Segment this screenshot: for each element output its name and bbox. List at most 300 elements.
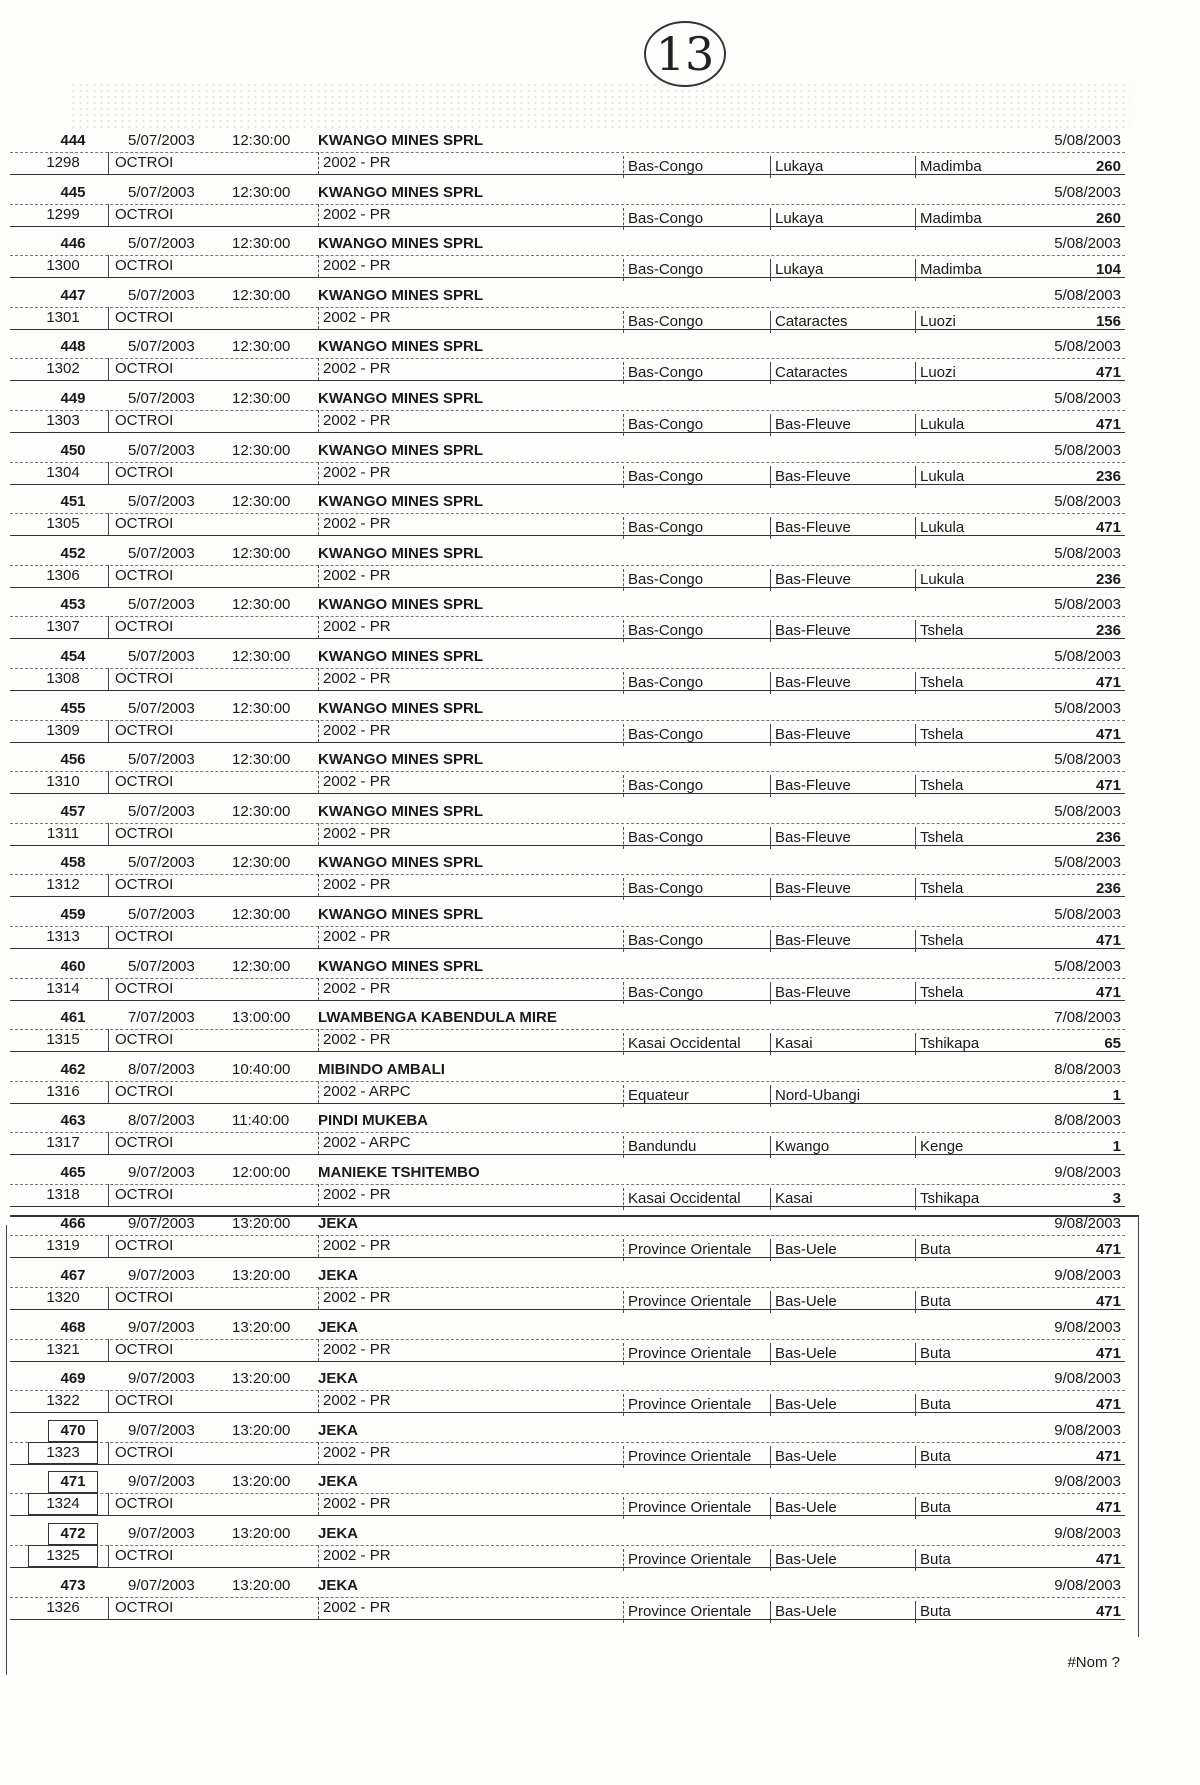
territory: Buta <box>915 1549 951 1571</box>
record-id: 1310 <box>46 773 80 791</box>
record-number: 445 <box>60 183 86 201</box>
province: Province Orientale <box>623 1239 751 1261</box>
province: Province Orientale <box>623 1601 751 1623</box>
record-number: 455 <box>60 699 86 717</box>
record-type: OCTROI <box>108 823 173 845</box>
record-id: 1308 <box>46 669 80 687</box>
expiry-date: 5/08/2003 <box>1054 441 1121 459</box>
permit-code: 2002 - PR <box>318 1184 391 1206</box>
record-time: 13:20:00 <box>232 1370 291 1388</box>
record-line-detail <box>10 1029 1125 1052</box>
record-line-detail <box>10 823 1125 846</box>
record-date: 5/07/2003 <box>128 957 195 975</box>
record-number: 468 <box>60 1318 86 1336</box>
record-date: 5/07/2003 <box>128 596 195 614</box>
record-row <box>10 285 1130 337</box>
territory: Tshela <box>915 982 963 1004</box>
province: Bas-Congo <box>623 982 703 1004</box>
record-row <box>10 646 1130 698</box>
records-table <box>10 130 1130 1626</box>
permit-code: 2002 - PR <box>318 152 391 174</box>
record-time: 12:30:00 <box>232 905 291 923</box>
province: Bas-Congo <box>623 569 703 591</box>
district: Bas-Uele <box>770 1549 837 1571</box>
territory: Lukula <box>915 569 964 591</box>
permit-code: 2002 - PR <box>318 1235 391 1257</box>
record-line-detail <box>10 462 1125 485</box>
record-row <box>10 749 1130 801</box>
record-id: 1300 <box>46 257 80 275</box>
permit-code: 2002 - PR <box>318 926 391 948</box>
record-row <box>10 1471 1130 1523</box>
permit-code: 2002 - PR <box>318 358 391 380</box>
record-id: 1312 <box>46 876 80 894</box>
district: Kwango <box>770 1136 829 1158</box>
record-date: 5/07/2003 <box>128 286 195 304</box>
permit-code: 2002 - PR <box>318 1029 391 1051</box>
permit-code: 2002 - PR <box>318 204 391 226</box>
record-row <box>10 1265 1130 1317</box>
record-number: 461 <box>60 1009 86 1027</box>
record-row <box>10 1110 1130 1162</box>
territory: Buta <box>915 1291 951 1313</box>
province: Bas-Congo <box>623 156 703 178</box>
quantity: 65 <box>1104 1035 1121 1053</box>
record-row <box>10 1007 1130 1059</box>
record-date: 9/07/2003 <box>128 1576 195 1594</box>
margin-line <box>6 1225 7 1675</box>
territory: Lukula <box>915 517 964 539</box>
record-date: 8/07/2003 <box>128 1060 195 1078</box>
quantity: 3 <box>1112 1189 1121 1207</box>
record-type: OCTROI <box>108 1390 173 1412</box>
district: Bas-Fleuve <box>770 878 851 900</box>
record-type: OCTROI <box>108 152 173 174</box>
record-date: 5/07/2003 <box>128 441 195 459</box>
record-line-main <box>10 1007 1125 1030</box>
record-line-main <box>10 388 1125 411</box>
record-line-detail <box>10 410 1125 433</box>
record-line-detail <box>10 255 1125 278</box>
province: Province Orientale <box>623 1446 751 1468</box>
permit-code: 2002 - PR <box>318 978 391 1000</box>
record-date: 5/07/2003 <box>128 854 195 872</box>
record-time: 11:40:00 <box>232 1112 290 1130</box>
expiry-date: 9/08/2003 <box>1054 1525 1121 1543</box>
record-id: 1302 <box>46 360 80 378</box>
record-time: 13:20:00 <box>232 1215 291 1233</box>
province: Province Orientale <box>623 1497 751 1519</box>
territory: Luozi <box>915 362 956 384</box>
record-number: 447 <box>60 286 86 304</box>
record-number: 465 <box>60 1163 86 1181</box>
record-number: 472 <box>48 1523 98 1545</box>
district: Bas-Fleuve <box>770 466 851 488</box>
province: Bandundu <box>623 1136 696 1158</box>
quantity: 156 <box>1095 312 1121 330</box>
district: Lukaya <box>770 259 823 281</box>
record-type: OCTROI <box>108 926 173 948</box>
record-line-main <box>10 1523 1125 1546</box>
holder-name: KWANGO MINES SPRL <box>318 183 484 201</box>
record-time: 12:30:00 <box>232 647 291 665</box>
territory: Tshikapa <box>915 1033 979 1055</box>
permit-code: 2002 - ARPC <box>318 1081 411 1103</box>
holder-name: KWANGO MINES SPRL <box>318 132 484 149</box>
province: Bas-Congo <box>623 930 703 952</box>
holder-name: LWAMBENGA KABENDULA MIRE <box>318 1009 557 1027</box>
record-number: 473 <box>60 1576 86 1594</box>
quantity: 1 <box>1112 1138 1121 1156</box>
record-time: 12:30:00 <box>232 544 291 562</box>
province: Province Orientale <box>623 1343 751 1365</box>
record-line-main <box>10 1420 1125 1443</box>
record-type: OCTROI <box>108 1339 173 1361</box>
permit-code: 2002 - PR <box>318 1597 391 1619</box>
permit-code: 2002 - PR <box>318 1493 391 1515</box>
record-line-detail <box>10 1442 1125 1465</box>
record-date: 5/07/2003 <box>128 802 195 820</box>
quantity: 471 <box>1095 1344 1121 1362</box>
record-type: OCTROI <box>108 1132 173 1154</box>
quantity: 471 <box>1095 1447 1121 1465</box>
record-number: 462 <box>60 1060 86 1078</box>
holder-name: JEKA <box>318 1576 359 1594</box>
record-type: OCTROI <box>108 771 173 793</box>
district: Lukaya <box>770 208 823 230</box>
territory: Tshela <box>915 827 963 849</box>
record-time: 12:30:00 <box>232 286 291 304</box>
record-line-detail <box>10 1132 1125 1155</box>
record-line-main <box>10 336 1125 359</box>
territory: Kenge <box>915 1136 963 1158</box>
record-row <box>10 1317 1130 1369</box>
expiry-date: 5/08/2003 <box>1054 493 1121 511</box>
record-number: 459 <box>60 905 86 923</box>
record-line-detail <box>10 1235 1125 1258</box>
record-row <box>10 698 1130 750</box>
permit-code: 2002 - PR <box>318 1390 391 1412</box>
territory: Buta <box>915 1601 951 1623</box>
record-number: 458 <box>60 854 86 872</box>
record-line-main <box>10 1265 1125 1288</box>
record-id: 1324 <box>28 1493 98 1515</box>
record-number: 444 <box>60 132 86 149</box>
record-line-detail <box>10 771 1125 794</box>
record-date: 5/07/2003 <box>128 235 195 253</box>
record-time: 12:30:00 <box>232 132 291 149</box>
record-id: 1323 <box>28 1442 98 1464</box>
district: Bas-Fleuve <box>770 827 851 849</box>
expiry-date: 9/08/2003 <box>1054 1473 1121 1491</box>
record-time: 12:30:00 <box>232 751 291 769</box>
footer-note: #Nom ? <box>1067 1654 1120 1671</box>
record-id: 1307 <box>46 618 80 636</box>
record-date: 8/07/2003 <box>128 1112 195 1130</box>
province: Bas-Congo <box>623 827 703 849</box>
territory: Tshikapa <box>915 1188 979 1210</box>
record-id: 1315 <box>46 1031 80 1049</box>
record-line-main <box>10 1059 1125 1082</box>
permit-code: 2002 - PR <box>318 874 391 896</box>
permit-code: 2002 - PR <box>318 616 391 638</box>
record-time: 12:00:00 <box>232 1163 291 1181</box>
record-row <box>10 956 1130 1008</box>
holder-name: KWANGO MINES SPRL <box>318 441 484 459</box>
permit-code: 2002 - PR <box>318 565 391 587</box>
record-type: OCTROI <box>108 358 173 380</box>
record-id: 1320 <box>46 1289 80 1307</box>
holder-name: PINDI MUKEBA <box>318 1112 429 1130</box>
record-date: 9/07/2003 <box>128 1421 195 1439</box>
territory: Madimba <box>915 259 982 281</box>
record-line-main <box>10 646 1125 669</box>
record-type: OCTROI <box>108 204 173 226</box>
record-line-main <box>10 594 1125 617</box>
record-date: 5/07/2003 <box>128 905 195 923</box>
province: Bas-Congo <box>623 208 703 230</box>
district: Cataractes <box>770 311 848 333</box>
record-number: 463 <box>60 1112 86 1130</box>
record-line-main <box>10 1110 1125 1133</box>
record-date: 7/07/2003 <box>128 1009 195 1027</box>
record-row <box>10 594 1130 646</box>
record-row <box>10 336 1130 388</box>
record-line-detail <box>10 1081 1125 1104</box>
expiry-date: 5/08/2003 <box>1054 132 1121 149</box>
record-row <box>10 1059 1130 1111</box>
district: Bas-Fleuve <box>770 982 851 1004</box>
record-date: 5/07/2003 <box>128 389 195 407</box>
district: Bas-Fleuve <box>770 517 851 539</box>
district: Bas-Uele <box>770 1497 837 1519</box>
territory: Tshela <box>915 878 963 900</box>
quantity: 471 <box>1095 777 1121 795</box>
record-id: 1305 <box>46 515 80 533</box>
permit-code: 2002 - PR <box>318 823 391 845</box>
expiry-date: 8/08/2003 <box>1054 1112 1121 1130</box>
district: Bas-Fleuve <box>770 569 851 591</box>
record-line-main <box>10 440 1125 463</box>
expiry-date: 5/08/2003 <box>1054 854 1121 872</box>
record-line-main <box>10 904 1125 927</box>
province: Kasai Occidental <box>623 1188 741 1210</box>
record-id: 1325 <box>28 1545 98 1567</box>
quantity: 471 <box>1095 1551 1121 1569</box>
record-type: OCTROI <box>108 462 173 484</box>
record-date: 5/07/2003 <box>128 493 195 511</box>
record-row <box>10 1368 1130 1420</box>
province: Bas-Congo <box>623 620 703 642</box>
record-line-detail <box>10 152 1125 175</box>
record-line-detail <box>10 616 1125 639</box>
district: Bas-Uele <box>770 1343 837 1365</box>
record-id: 1321 <box>46 1340 80 1358</box>
district: Nord-Ubangi <box>770 1085 860 1107</box>
record-line-main <box>10 130 1125 153</box>
record-type: OCTROI <box>108 1081 173 1103</box>
record-number: 460 <box>60 957 86 975</box>
record-time: 12:30:00 <box>232 699 291 717</box>
quantity: 471 <box>1095 1396 1121 1414</box>
territory: Buta <box>915 1343 951 1365</box>
record-type: OCTROI <box>108 1235 173 1257</box>
handwritten-page-number <box>640 18 730 90</box>
territory: Buta <box>915 1239 951 1261</box>
record-id: 1317 <box>46 1134 80 1152</box>
expiry-date: 9/08/2003 <box>1054 1267 1121 1285</box>
record-date: 9/07/2003 <box>128 1370 195 1388</box>
district: Bas-Fleuve <box>770 672 851 694</box>
record-date: 5/07/2003 <box>128 183 195 201</box>
record-date: 9/07/2003 <box>128 1525 195 1543</box>
record-time: 13:20:00 <box>232 1473 291 1491</box>
holder-name: KWANGO MINES SPRL <box>318 751 484 769</box>
record-type: OCTROI <box>108 1287 173 1309</box>
record-line-main <box>10 285 1125 308</box>
record-number: 456 <box>60 751 86 769</box>
record-id: 1306 <box>46 566 80 584</box>
record-type: OCTROI <box>108 1029 173 1051</box>
record-number: 448 <box>60 338 86 356</box>
district: Kasai <box>770 1188 813 1210</box>
record-line-detail <box>10 668 1125 691</box>
record-type: OCTROI <box>108 565 173 587</box>
expiry-date: 5/08/2003 <box>1054 338 1121 356</box>
record-time: 13:00:00 <box>232 1009 291 1027</box>
holder-name: KWANGO MINES SPRL <box>318 802 484 820</box>
record-line-detail <box>10 513 1125 536</box>
holder-name: JEKA <box>318 1421 359 1439</box>
record-row <box>10 440 1130 492</box>
record-type: OCTROI <box>108 1597 173 1619</box>
record-number: 471 <box>48 1471 98 1493</box>
quantity: 236 <box>1095 467 1121 485</box>
quantity: 260 <box>1095 209 1121 227</box>
permit-code: 2002 - PR <box>318 771 391 793</box>
territory: Tshela <box>915 672 963 694</box>
record-date: 5/07/2003 <box>128 338 195 356</box>
record-id: 1313 <box>46 927 80 945</box>
province: Bas-Congo <box>623 724 703 746</box>
quantity: 471 <box>1095 1293 1121 1311</box>
holder-name: JEKA <box>318 1473 359 1491</box>
quantity: 471 <box>1095 983 1121 1001</box>
record-number: 452 <box>60 544 86 562</box>
record-date: 9/07/2003 <box>128 1215 195 1233</box>
record-time: 13:20:00 <box>232 1421 291 1439</box>
record-time: 12:30:00 <box>232 957 291 975</box>
holder-name: KWANGO MINES SPRL <box>318 493 484 511</box>
permit-code: 2002 - PR <box>318 720 391 742</box>
district: Bas-Uele <box>770 1446 837 1468</box>
territory: Lukula <box>915 466 964 488</box>
holder-name: JEKA <box>318 1370 359 1388</box>
territory: Buta <box>915 1394 951 1416</box>
record-type: OCTROI <box>108 410 173 432</box>
record-time: 12:30:00 <box>232 493 291 511</box>
record-id: 1309 <box>46 721 80 739</box>
quantity: 260 <box>1095 158 1121 175</box>
record-id: 1303 <box>46 411 80 429</box>
district: Bas-Uele <box>770 1239 837 1261</box>
province: Bas-Congo <box>623 311 703 333</box>
province: Bas-Congo <box>623 414 703 436</box>
province: Bas-Congo <box>623 259 703 281</box>
record-date: 5/07/2003 <box>128 751 195 769</box>
expiry-date: 9/08/2003 <box>1054 1370 1121 1388</box>
record-line-main <box>10 543 1125 566</box>
expiry-date: 9/08/2003 <box>1054 1163 1121 1181</box>
province: Kasai Occidental <box>623 1033 741 1055</box>
record-type: OCTROI <box>108 255 173 277</box>
record-number: 446 <box>60 235 86 253</box>
holder-name: KWANGO MINES SPRL <box>318 854 484 872</box>
record-time: 12:30:00 <box>232 854 291 872</box>
record-line-detail <box>10 1287 1125 1310</box>
record-type: OCTROI <box>108 513 173 535</box>
record-number: 450 <box>60 441 86 459</box>
record-line-main <box>10 1213 1125 1236</box>
holder-name: JEKA <box>318 1215 359 1233</box>
expiry-date: 5/08/2003 <box>1054 544 1121 562</box>
record-row <box>10 1575 1130 1627</box>
expiry-date: 5/08/2003 <box>1054 957 1121 975</box>
district: Bas-Fleuve <box>770 930 851 952</box>
quantity: 236 <box>1095 570 1121 588</box>
province: Bas-Congo <box>623 517 703 539</box>
record-type: OCTROI <box>108 874 173 896</box>
record-date: 9/07/2003 <box>128 1473 195 1491</box>
record-type: OCTROI <box>108 1442 173 1464</box>
record-id: 1314 <box>46 979 80 997</box>
district: Bas-Uele <box>770 1601 837 1623</box>
record-line-main <box>10 1575 1125 1598</box>
record-row <box>10 904 1130 956</box>
record-line-main <box>10 1317 1125 1340</box>
record-date: 5/07/2003 <box>128 699 195 717</box>
territory: Lukula <box>915 414 964 436</box>
quantity: 236 <box>1095 880 1121 898</box>
territory: Tshela <box>915 930 963 952</box>
territory: Tshela <box>915 620 963 642</box>
quantity: 471 <box>1095 931 1121 949</box>
record-type: OCTROI <box>108 1184 173 1206</box>
record-date: 5/07/2003 <box>128 132 195 149</box>
quantity: 104 <box>1095 261 1121 279</box>
permit-code: 2002 - PR <box>318 1287 391 1309</box>
record-number: 454 <box>60 647 86 665</box>
record-line-main <box>10 801 1125 824</box>
record-line-detail <box>10 1597 1125 1620</box>
record-date: 9/07/2003 <box>128 1163 195 1181</box>
expiry-date: 7/08/2003 <box>1054 1009 1121 1027</box>
record-time: 13:20:00 <box>232 1576 291 1594</box>
record-time: 13:20:00 <box>232 1318 291 1336</box>
holder-name: JEKA <box>318 1318 359 1336</box>
record-line-detail <box>10 204 1125 227</box>
quantity: 471 <box>1095 364 1121 382</box>
page-number-text: 13 <box>655 27 715 81</box>
province: Province Orientale <box>623 1549 751 1571</box>
record-date: 9/07/2003 <box>128 1318 195 1336</box>
permit-code: 2002 - PR <box>318 1442 391 1464</box>
record-line-detail <box>10 1390 1125 1413</box>
province: Bas-Congo <box>623 672 703 694</box>
holder-name: KWANGO MINES SPRL <box>318 544 484 562</box>
expiry-date: 5/08/2003 <box>1054 699 1121 717</box>
record-number: 470 <box>48 1420 98 1442</box>
